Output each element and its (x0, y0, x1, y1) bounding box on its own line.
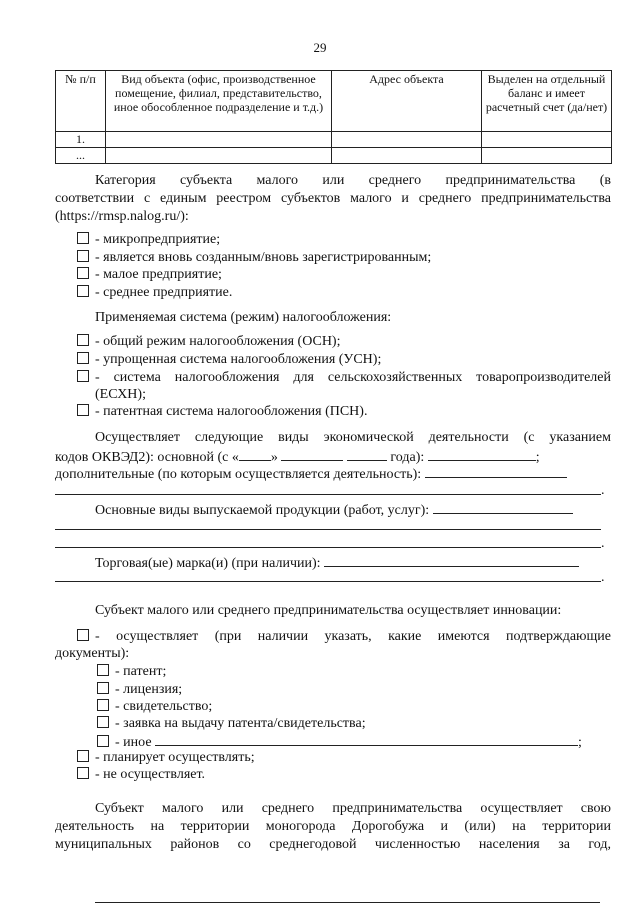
trademark-end-dot: . (601, 570, 605, 585)
checkbox-icon[interactable] (77, 404, 89, 416)
table-row (56, 148, 612, 164)
checkbox-icon[interactable] (77, 370, 89, 382)
checkbox-icon[interactable] (77, 232, 89, 244)
activity-line-3: дополнительные (по которым осуществляется деятельность): (55, 464, 611, 484)
doc-option-certificate[interactable]: - свидетельство; (97, 698, 212, 716)
products-blank-line[interactable] (55, 529, 601, 530)
table-header-address: Адрес объекта (332, 71, 482, 132)
other-doc-field[interactable] (155, 732, 578, 746)
doc-option-other[interactable]: - иное ; (97, 732, 582, 752)
table-header-row (56, 71, 612, 132)
page-number: 29 (313, 40, 327, 55)
tax-title: Применяемая система (режим) налогообложения: (95, 310, 392, 325)
products-line: Основные виды выпускаемой продукции (работ, услуг): (95, 500, 611, 520)
checkbox-icon[interactable] (97, 716, 109, 728)
category-line-2: соответствии с единым реестром субъектов малого и среднего предпринимательства (55, 191, 611, 206)
doc-option-license[interactable]: - лицензия; (97, 681, 182, 699)
category-line-1: Категория субъекта малого или среднего предпринимательства (в (95, 173, 611, 188)
main-okved-field[interactable] (428, 447, 536, 461)
day-field[interactable] (239, 447, 271, 461)
activity-end-dot: . (601, 483, 605, 498)
checkbox-icon[interactable] (77, 250, 89, 262)
additional-okved-field[interactable] (425, 464, 567, 478)
innovation-option-plans[interactable]: - планирует осуществлять; (77, 749, 255, 767)
checkbox-icon[interactable] (97, 664, 109, 676)
table-cell (332, 148, 482, 164)
table-cell (482, 148, 612, 164)
territory-line-3: муниципальных районов со среднегодовой численностью населения за год, (55, 837, 611, 852)
territory-line-2: деятельность на территории моногорода Дорогобужа и (или) на территории (55, 819, 611, 834)
checkbox-icon[interactable] (77, 767, 89, 779)
category-option-micro[interactable]: - микропредприятие; (77, 231, 220, 249)
tax-option-eshn[interactable]: - система налогообложения для сельскохозяйственных товаропроизводителей (77, 369, 611, 387)
checkbox-icon[interactable] (77, 334, 89, 346)
products-blank-line[interactable] (55, 547, 601, 548)
objects-table (55, 70, 612, 164)
table-cell (482, 132, 612, 148)
products-end-dot: . (601, 536, 605, 551)
table-cell: 1. (56, 132, 106, 148)
checkbox-icon[interactable] (77, 267, 89, 279)
activity-blank-line[interactable] (55, 494, 601, 495)
tax-option-psn[interactable]: - патентная система налогообложения (ПСН). (77, 403, 367, 421)
checkbox-icon[interactable] (77, 629, 89, 641)
activity-line-1: Осуществляет следующие виды экономической деятельности (с указанием (95, 430, 611, 445)
category-line-3: (https://rmsp.nalog.ru/): (55, 209, 189, 224)
innovation-option-none[interactable]: - не осуществляет. (77, 766, 205, 784)
table-header-object-type: Вид объекта (офис, производственное помещение, филиал, представительство, иное обособленное подразделение и т.д.) (106, 71, 332, 132)
table-row (56, 132, 612, 148)
checkbox-icon[interactable] (97, 682, 109, 694)
category-option-new[interactable]: - является вновь созданным/вновь зарегистрированным; (77, 249, 431, 267)
checkbox-icon[interactable] (97, 699, 109, 711)
table-cell (106, 132, 332, 148)
doc-option-application[interactable]: - заявка на выдачу патента/свидетельства; (97, 715, 366, 733)
products-field[interactable] (433, 500, 573, 514)
year-field[interactable] (347, 447, 387, 461)
tax-option-usn[interactable]: - упрощенная система налогообложения (УСН); (77, 351, 381, 369)
innovation-implements-cont: документы): (55, 646, 130, 661)
innovation-title: Субъект малого или среднего предпринимательства осуществляет инновации: (95, 603, 562, 618)
trademark-field[interactable] (324, 553, 579, 567)
category-option-small[interactable]: - малое предприятие; (77, 266, 222, 284)
checkbox-icon[interactable] (77, 750, 89, 762)
trademark-blank-line[interactable] (55, 581, 601, 582)
checkbox-icon[interactable] (77, 352, 89, 364)
tax-option-osn[interactable]: - общий режим налогообложения (ОСН); (77, 333, 340, 351)
bottom-rule (95, 902, 600, 903)
tax-option-eshn-cont: (ЕСХН); (95, 387, 146, 402)
checkbox-icon[interactable] (77, 285, 89, 297)
table-header-number: № п/п (56, 71, 106, 132)
innovation-option-implements[interactable]: - осуществляет (при наличии указать, какие имеются подтверждающие (77, 628, 611, 646)
table-header-separate-balance: Выделен на отдельный баланс и имеет расчетный счет (да/нет) (482, 71, 612, 132)
doc-option-patent[interactable]: - патент; (97, 663, 166, 681)
checkbox-icon[interactable] (97, 735, 109, 747)
month-field[interactable] (281, 447, 343, 461)
territory-line-1: Субъект малого или среднего предпринимательства осуществляет свою (95, 801, 611, 816)
category-option-medium[interactable]: - среднее предприятие. (77, 284, 232, 302)
table-cell: ... (56, 148, 106, 164)
trademark-line: Торговая(ые) марка(и) (при наличии): (95, 553, 611, 573)
activity-line-2: кодов ОКВЭД2): основной (с « » года): ; (55, 447, 611, 467)
table-cell (332, 132, 482, 148)
table-cell (106, 148, 332, 164)
